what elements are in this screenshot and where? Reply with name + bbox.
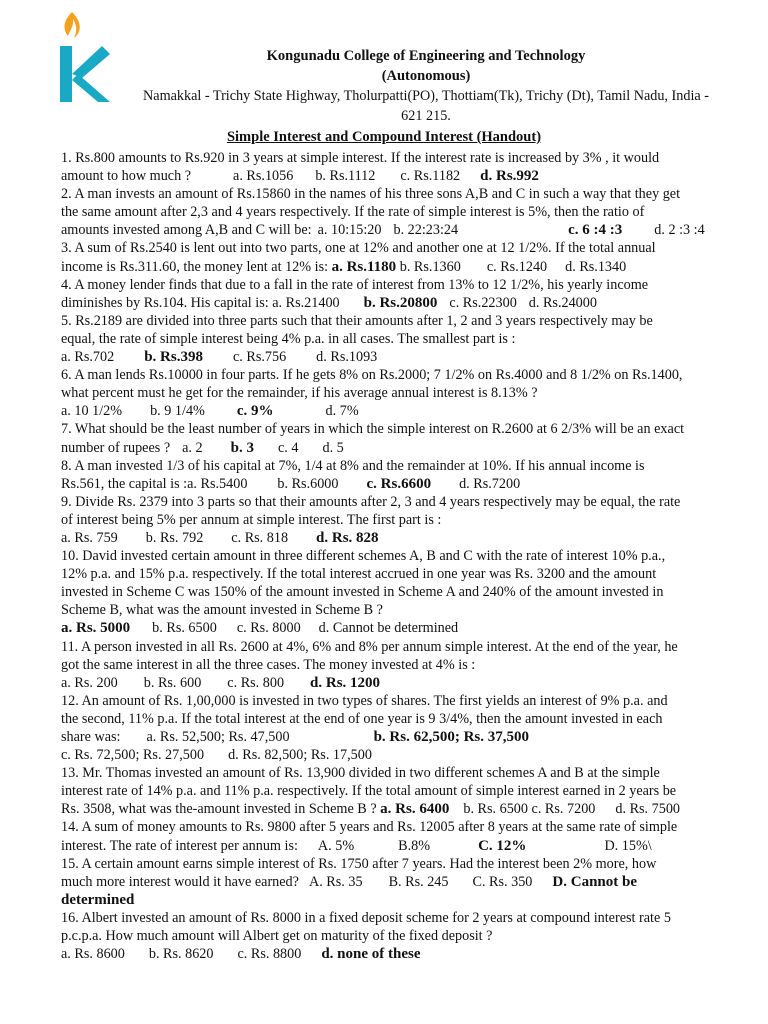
option-b: b. 22:23:24 — [393, 222, 459, 239]
question-16-options — [61, 945, 729, 963]
option-c-answer: c. 6 :4 :3 — [568, 222, 623, 239]
question-4-text: diminishes by Rs.104. His capital is: — [61, 294, 269, 311]
option-d-answer: D. Cannot be — [552, 873, 638, 890]
option-b: b. Rs. 8620 — [148, 946, 214, 963]
question-2-text: amounts invested among A,B and C will be: — [61, 222, 312, 239]
option-c: c. Rs. 72,500; Rs. 27,500 — [61, 747, 205, 764]
option-d-answer: d. none of these — [321, 946, 421, 963]
option-d-answer-cont: determined — [61, 891, 135, 908]
question-2-line-1: 2. A man invests an amount of Rs.15860 in the names of his three sons A,B and C in such a way that they get — [61, 186, 681, 203]
question-16-line-2: p.c.p.a. How much amount will Albert get on maturity of the fixed deposit ? — [61, 928, 493, 945]
option-c-answer: C. 12% — [478, 837, 527, 854]
question-11-options — [61, 674, 729, 692]
option-c-answer: c. Rs.6600 — [366, 475, 432, 492]
question-6-line-2: what percent must he get for the remainder, if his average annual interest is 8.13% ? — [61, 385, 538, 402]
question-2-line-3 — [61, 221, 729, 239]
option-a: a. Rs.1056 — [233, 168, 294, 185]
option-b: b. 9 1/4% — [150, 403, 205, 420]
option-b: B. Rs. 245 — [388, 873, 449, 890]
question-11-line-1: 11. A person invested in all Rs. 2600 at 4%, 6% and 8% per annum simple interest. At the end of the year, he — [61, 638, 678, 655]
option-b: b. Rs. 600 — [143, 674, 202, 691]
option-d: d. Rs. 7500 — [615, 801, 681, 818]
question-5-options — [61, 348, 729, 366]
question-5-line-2: equal, the rate of simple interest being 4% p.a. in all cases. The smallest part is : — [61, 330, 516, 347]
question-14-text: interest. The rate of interest per annum is: — [61, 837, 298, 854]
question-10-options — [61, 619, 729, 637]
question-15-line-1: 15. A certain amount earns simple interest of Rs. 1750 after 7 years. Had the interest been 2% more, how — [61, 855, 657, 872]
question-9-line-2: of interest being 5% per annum at simple interest. The first part is : — [61, 511, 442, 528]
question-13-line-1: 13. Mr. Thomas invested an amount of Rs. 13,900 divided in two different schemes A and B at the simple — [61, 765, 660, 782]
question-7-line-1: 7. What should be the least number of years in which the simple interest on R.2600 at 6 2/3% will be an exact — [61, 421, 685, 438]
question-10-line-1: 10. David invested certain amount in three different schemes A, B and C with the rate of interest 10% p.a., — [61, 548, 666, 565]
question-4-line-2 — [61, 294, 729, 312]
option-d: d. Rs.7200 — [459, 475, 521, 492]
option-d-answer: d. Rs. 1200 — [310, 674, 381, 691]
question-10-line-4: Scheme B, what was the amount invested in Scheme B ? — [61, 602, 383, 619]
question-5-line-1: 5. Rs.2189 are divided into three parts such that their amounts after 1, 2 and 3 years respectively may be — [61, 312, 653, 329]
question-9-options — [61, 529, 729, 547]
option-a: A. Rs. 35 — [308, 873, 363, 890]
option-b-answer: b. Rs.398 — [144, 349, 203, 366]
question-15-line-2 — [61, 873, 729, 891]
address-line-2: 621 215. — [401, 108, 451, 124]
option-b: b. Rs.1112 — [315, 168, 376, 185]
option-a: a. Rs. 52,500; Rs. 47,500 — [146, 729, 290, 745]
option-a-answer: a. Rs.1180 — [331, 258, 397, 275]
option-a-answer: a. Rs. 6400 — [380, 801, 450, 818]
question-15-text: much more interest would it have earned? — [61, 873, 299, 890]
question-8-line-1: 8. A man invested 1/3 of his capital at 7%, 1/4 at 8% and the remainder at 10%. If his annual income is — [61, 457, 645, 474]
question-6-options — [61, 402, 729, 420]
question-3-line-1: 3. A sum of Rs.2540 is lent out into two parts, one at 12% and another one at 12 1/2%. If the total annual — [61, 240, 656, 257]
question-12-line-4 — [61, 746, 729, 764]
question-8-text: Rs.561, the capital is : — [61, 475, 188, 492]
option-b-answer: b. 3 — [230, 439, 254, 456]
option-b: B.8% — [398, 837, 431, 854]
question-13-line-2: interest rate of 14% p.a. and 11% p.a. respectively. If the total amount of simple interest earned in 2 years be — [61, 783, 677, 800]
college-logo — [56, 10, 112, 106]
option-a: a. Rs. 8600 — [61, 946, 125, 963]
question-11-line-2: got the same interest in all the three cases. The money invested at 4% is : — [61, 656, 476, 673]
option-d: d. 2 :3 :4 — [654, 222, 705, 239]
question-9-line-1: 9. Divide Rs. 2379 into 3 parts so that their amounts after 2, 3 and 4 years respectively may be equal, the rate — [61, 493, 681, 510]
question-13-text: Rs. 3508, what was the-amount invested in Scheme B ? — [61, 801, 377, 818]
question-8-line-2 — [61, 475, 729, 493]
option-c: c. Rs. 8000 — [236, 620, 301, 637]
option-c: c. Rs.1182 — [400, 168, 461, 185]
option-b-answer: b. Rs.20800 — [363, 294, 438, 311]
college-status: (Autonomous) — [381, 68, 471, 84]
option-c: c. Rs. 818 — [231, 529, 289, 546]
option-d: D. 15%\ — [604, 837, 652, 854]
option-b: b. Rs.6000 — [277, 475, 339, 492]
option-d: d. Rs.1093 — [316, 349, 378, 366]
college-name: Kongunadu College of Engineering and Technology — [266, 48, 586, 64]
option-c: c. Rs.756 — [232, 349, 287, 366]
option-c: c. Rs.1240 — [486, 258, 548, 275]
question-7-line-2 — [61, 439, 729, 457]
option-d: d. Cannot be determined — [318, 620, 459, 637]
option-a: a. 10:15:20 — [317, 222, 382, 239]
question-1-line-1: 1. Rs.800 amounts to Rs.920 in 3 years at simple interest. If the interest rate is increased by 3% , it would — [61, 150, 660, 166]
option-b: b. Rs.1360 — [399, 258, 461, 275]
question-10-line-3: invested in Scheme C was 150% of the amount invested in Scheme A and 240% of the amount invested in — [61, 584, 664, 601]
address-line-1: Namakkal - Trichy State Highway, Tholurpatti(PO), Thottiam(Tk), Trichy (Dt), Tamil Nadu, India - — [143, 88, 709, 104]
option-d: d. Rs.24000 — [528, 294, 597, 311]
question-7-text: number of rupees ? — [61, 439, 171, 456]
question-3-text: income is Rs.311.60, the money lent at 12% is: — [61, 258, 329, 275]
option-b: b. Rs. 6500 — [463, 801, 528, 818]
option-a: a. Rs. 200 — [61, 674, 118, 691]
document-header — [118, 46, 734, 126]
question-6-line-1: 6. A man lends Rs.10000 in four parts. If he gets 8% on Rs.2000; 7 1/2% on Rs.4000 and 8 1/2% on Rs.1400, — [61, 367, 683, 384]
question-12-line-3 — [61, 728, 729, 746]
option-a: A. 5% — [317, 837, 355, 854]
option-c-answer: c. 9% — [236, 403, 274, 420]
option-a: a. Rs.21400 — [272, 294, 340, 311]
option-d: d. Rs. 82,500; Rs. 17,500 — [228, 747, 372, 764]
question-1-line-2 — [61, 167, 729, 185]
question-13-line-3 — [61, 800, 729, 818]
question-4-line-1: 4. A money lender finds that due to a fall in the rate of interest from 13% to 12 1/2%, his yearly income — [61, 276, 649, 293]
option-d: d. Rs.1340 — [565, 258, 627, 275]
question-10-line-2: 12% p.a. and 15% p.a. respectively. If the total interest accrued in one year was Rs. 3200 and the amount — [61, 566, 657, 583]
option-b-answer: b. Rs. 62,500; Rs. 37,500 — [373, 729, 530, 745]
question-12-line-1: 12. An amount of Rs. 1,00,000 is invested in two types of shares. The first yields an interest of 9% p.a. and — [61, 692, 668, 709]
option-c: c. Rs. 8800 — [237, 946, 302, 963]
document-title: Simple Interest and Compound Interest (Handout) — [226, 129, 542, 145]
question-2-line-2: the same amount after 2,3 and 4 years respectively. If the rate of simple interest is 5%, then the ratio of — [61, 204, 645, 221]
option-d: d. 5 — [322, 439, 344, 456]
option-c: C. Rs. 350 — [472, 873, 533, 890]
flame-icon — [65, 12, 80, 38]
option-a: a. 10 1/2% — [61, 403, 123, 420]
question-1-text: amount to how much ? — [61, 168, 192, 185]
option-a: a. Rs. 759 — [61, 529, 118, 546]
option-c: c. 4 — [277, 439, 299, 456]
option-d-answer: d. Rs. 828 — [316, 529, 379, 546]
question-12-text: share was: — [61, 729, 121, 745]
option-c: c. Rs. 800 — [227, 674, 285, 691]
option-c: c. Rs.22300 — [449, 294, 517, 311]
question-14-line-1: 14. A sum of money amounts to Rs. 9800 after 5 years and Rs. 12005 after 8 years at the same rate of simple — [61, 819, 678, 836]
question-3-line-2 — [61, 258, 729, 276]
option-a: a. Rs.5400 — [187, 475, 248, 492]
option-b: b. Rs. 6500 — [152, 620, 217, 637]
option-a: a. Rs.702 — [61, 349, 115, 366]
option-d: d. 7% — [325, 403, 359, 420]
question-15-line-3 — [61, 891, 729, 909]
option-a: a. 2 — [182, 439, 203, 456]
question-12-line-2: the second, 11% p.a. If the total interest at the end of one year is 9 3/4%, then the amount invested in each — [61, 710, 663, 727]
question-14-line-2 — [61, 837, 729, 855]
option-c: c. Rs. 7200 — [531, 801, 596, 818]
option-a-answer: a. Rs. 5000 — [61, 620, 131, 637]
option-b: b. Rs. 792 — [145, 529, 204, 546]
option-d-answer: d. Rs.992 — [480, 168, 539, 185]
question-16-line-1: 16. Albert invested an amount of Rs. 8000 in a fixed deposit scheme for 2 years at compound interest rate 5 — [61, 909, 671, 926]
question-list — [61, 149, 729, 963]
